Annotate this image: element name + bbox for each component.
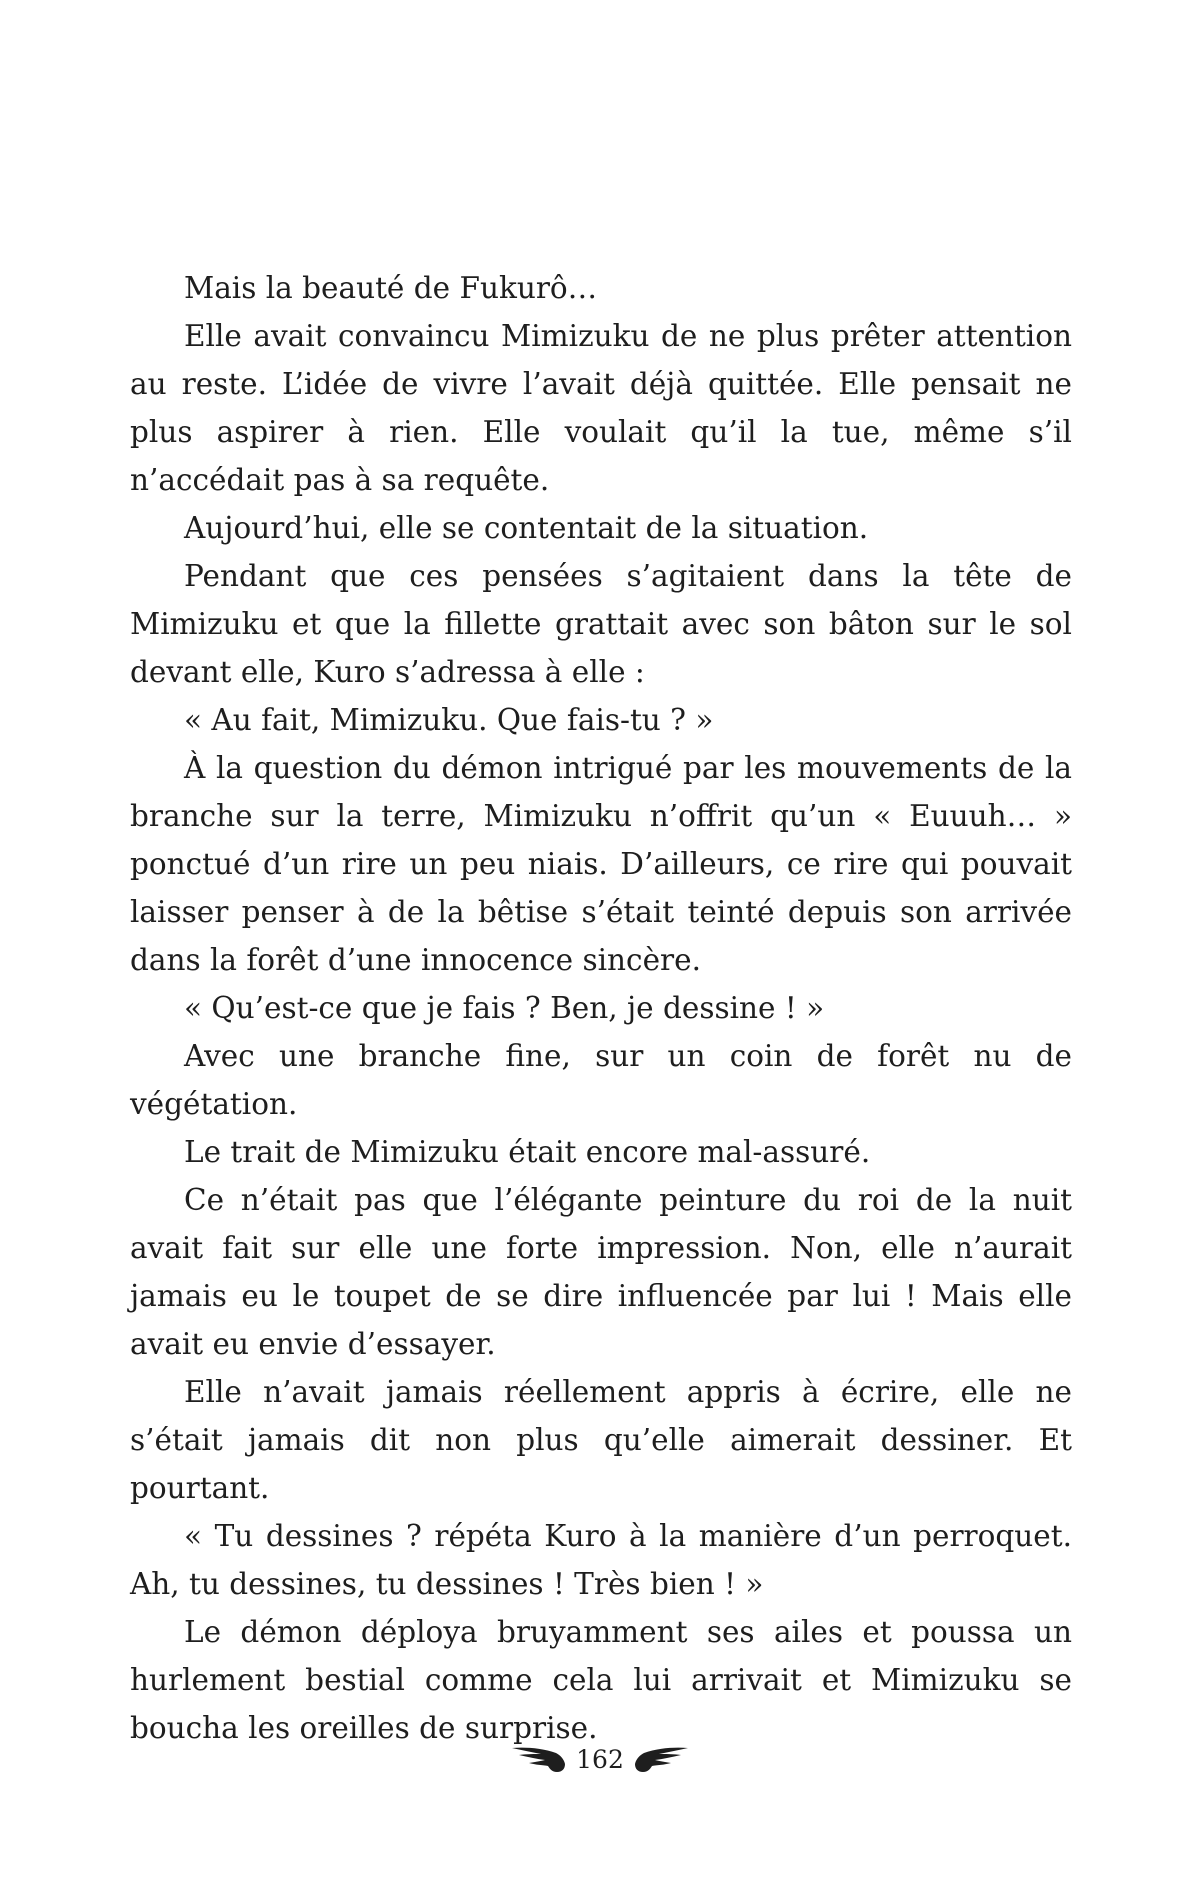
paragraph: Elle avait convaincu Mimizuku de ne plus prêter attention au reste. L’idée de vivre l’avait déjà quittée. Elle pensait ne plus aspirer à rien. Elle voulait qu’il la tue, même s’il n’accédait pas à sa requête. [130,319,1072,497]
paragraph: « Qu’est-ce que je fais ? Ben, je dessine ! » [184,991,825,1025]
page-footer [0,1740,1200,1780]
paragraph: Aujourd’hui, elle se contentait de la situation. [184,511,869,545]
wing-left-icon [510,1745,566,1775]
paragraph: Mais la beauté de Fukurô… [184,271,598,305]
paragraph: Le trait de Mimizuku était encore mal-assuré. [184,1135,871,1169]
paragraph: Avec une branche fine, sur un coin de forêt nu de végétation. [130,1039,1072,1121]
paragraph: « Au fait, Mimizuku. Que fais-tu ? » [184,703,714,737]
paragraph: Ce n’était pas que l’élégante peinture du roi de la nuit avait fait sur elle une forte impression. Non, elle n’aurait jamais eu le toupet de se dire influencée par lui ! Mais elle avait eu envie d’essayer. [130,1183,1072,1361]
page-number: 162 [576,1745,624,1774]
body-text [130,264,1072,1752]
paragraph: Pendant que ces pensées s’agitaient dans la tête de Mimizuku et que la fillette grattait avec son bâton sur le sol devant elle, Kuro s’adressa à elle : [130,559,1072,689]
paragraph: Elle n’avait jamais réellement appris à écrire, elle ne s’était jamais dit non plus qu’elle aimerait dessiner. Et pourtant. [130,1375,1072,1505]
paragraph: « Tu dessines ? répéta Kuro à la manière d’un perroquet. Ah, tu dessines, tu dessines ! Très bien ! » [130,1519,1072,1601]
paragraph: À la question du démon intrigué par les mouvements de la branche sur la terre, Mimizuku n’offrit qu’un « Euuuh… » ponctué d’un rire un peu niais. D’ailleurs, ce rire qui pouvait laisser penser à de la bêtise s’était teinté depuis son arrivée dans la forêt d’une innocence sincère. [130,751,1072,977]
paragraph: Le démon déploya bruyamment ses ailes et poussa un hurlement bestial comme cela lui arrivait et Mimizuku se boucha les oreilles de surprise. [130,1615,1072,1745]
wing-right-icon [634,1745,690,1775]
